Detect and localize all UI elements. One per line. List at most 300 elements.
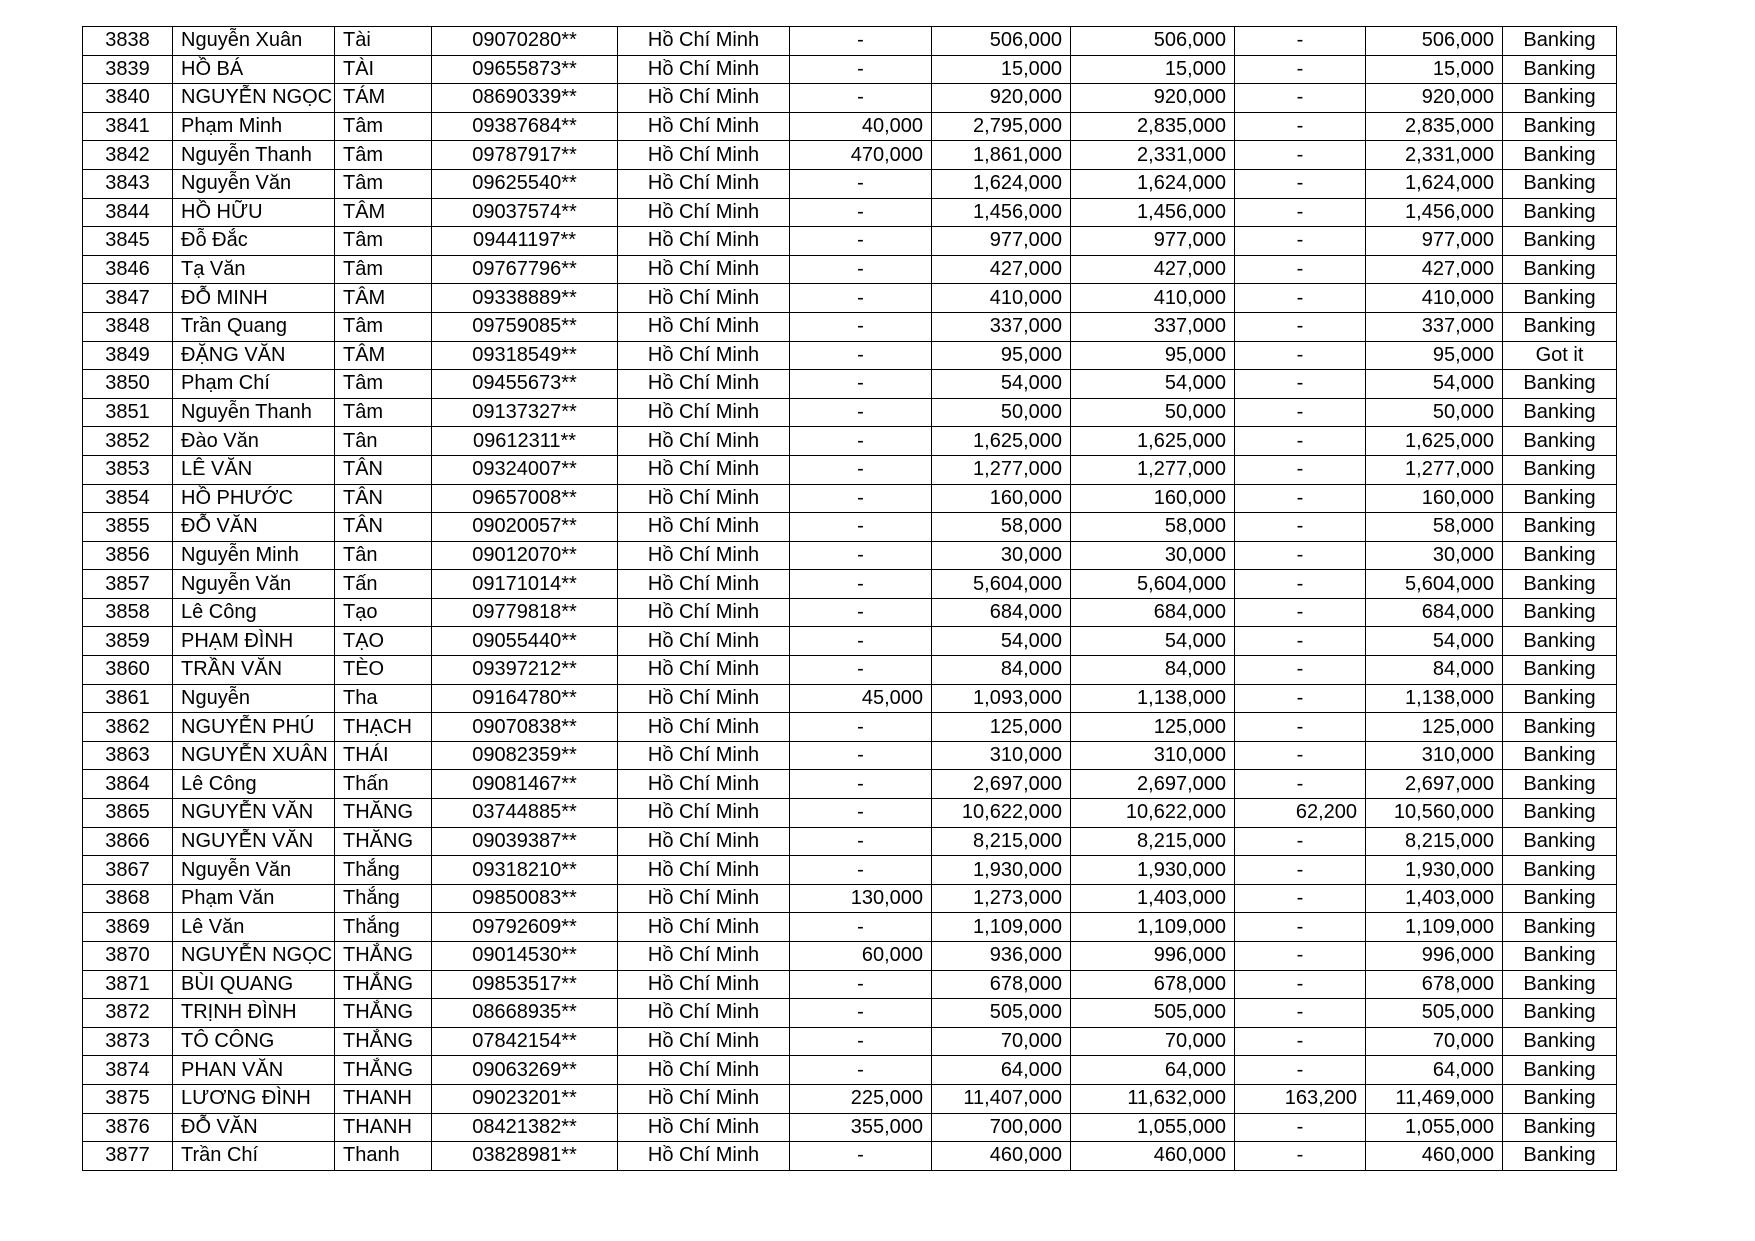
amount-1-cell: - bbox=[790, 398, 932, 427]
payment-table bbox=[82, 26, 1617, 1171]
phone-cell: 03744885** bbox=[432, 799, 618, 828]
amount-2-cell: 1,625,000 bbox=[932, 427, 1071, 456]
payment-method-cell: Banking bbox=[1503, 1084, 1617, 1113]
phone-cell: 09441197** bbox=[432, 227, 618, 256]
city-cell: Hồ Chí Minh bbox=[618, 312, 790, 341]
payment-method-cell: Banking bbox=[1503, 856, 1617, 885]
payment-method-cell: Banking bbox=[1503, 84, 1617, 113]
amount-2-cell: 678,000 bbox=[932, 970, 1071, 999]
row-number-cell: 3848 bbox=[83, 312, 173, 341]
amount-2-cell: 15,000 bbox=[932, 55, 1071, 84]
city-cell: Hồ Chí Minh bbox=[618, 1113, 790, 1142]
phone-cell: 09070838** bbox=[432, 713, 618, 742]
first-name-cell: TẠO bbox=[335, 627, 432, 656]
net-amount-cell: 1,277,000 bbox=[1366, 455, 1503, 484]
amount-1-cell: - bbox=[790, 1027, 932, 1056]
last-name-cell: TÔ CÔNG bbox=[173, 1027, 335, 1056]
amount-2-cell: 11,407,000 bbox=[932, 1084, 1071, 1113]
total-amount-cell: 10,622,000 bbox=[1071, 799, 1235, 828]
amount-1-cell: - bbox=[790, 1056, 932, 1085]
deduction-cell: - bbox=[1235, 341, 1366, 370]
amount-2-cell: 936,000 bbox=[932, 942, 1071, 971]
phone-cell: 03828981** bbox=[432, 1142, 618, 1171]
payment-method-cell: Banking bbox=[1503, 598, 1617, 627]
phone-cell: 08421382** bbox=[432, 1113, 618, 1142]
row-number-cell: 3841 bbox=[83, 112, 173, 141]
amount-1-cell: - bbox=[790, 627, 932, 656]
last-name-cell: ĐỖ VĂN bbox=[173, 1113, 335, 1142]
first-name-cell: THẮNG bbox=[335, 999, 432, 1028]
first-name-cell: THĂNG bbox=[335, 799, 432, 828]
deduction-cell: - bbox=[1235, 169, 1366, 198]
phone-cell: 09037574** bbox=[432, 198, 618, 227]
total-amount-cell: 505,000 bbox=[1071, 999, 1235, 1028]
last-name-cell: HỒ BÁ bbox=[173, 55, 335, 84]
deduction-cell: - bbox=[1235, 856, 1366, 885]
city-cell: Hồ Chí Minh bbox=[618, 284, 790, 313]
last-name-cell: Nguyễn Thanh bbox=[173, 398, 335, 427]
phone-cell: 09063269** bbox=[432, 1056, 618, 1085]
payment-method-cell: Banking bbox=[1503, 27, 1617, 56]
amount-2-cell: 54,000 bbox=[932, 627, 1071, 656]
amount-1-cell: - bbox=[790, 999, 932, 1028]
total-amount-cell: 64,000 bbox=[1071, 1056, 1235, 1085]
amount-2-cell: 2,697,000 bbox=[932, 770, 1071, 799]
payment-method-cell: Banking bbox=[1503, 942, 1617, 971]
phone-cell: 07842154** bbox=[432, 1027, 618, 1056]
city-cell: Hồ Chí Minh bbox=[618, 999, 790, 1028]
payment-method-cell: Banking bbox=[1503, 656, 1617, 685]
first-name-cell: TÈO bbox=[335, 656, 432, 685]
deduction-cell: - bbox=[1235, 684, 1366, 713]
amount-2-cell: 1,093,000 bbox=[932, 684, 1071, 713]
net-amount-cell: 10,560,000 bbox=[1366, 799, 1503, 828]
row-number-cell: 3854 bbox=[83, 484, 173, 513]
total-amount-cell: 1,138,000 bbox=[1071, 684, 1235, 713]
amount-2-cell: 1,109,000 bbox=[932, 913, 1071, 942]
row-number-cell: 3875 bbox=[83, 1084, 173, 1113]
net-amount-cell: 8,215,000 bbox=[1366, 827, 1503, 856]
deduction-cell: - bbox=[1235, 1056, 1366, 1085]
amount-2-cell: 427,000 bbox=[932, 255, 1071, 284]
amount-2-cell: 977,000 bbox=[932, 227, 1071, 256]
row-number-cell: 3863 bbox=[83, 741, 173, 770]
deduction-cell: - bbox=[1235, 227, 1366, 256]
payment-method-cell: Banking bbox=[1503, 541, 1617, 570]
city-cell: Hồ Chí Minh bbox=[618, 1056, 790, 1085]
city-cell: Hồ Chí Minh bbox=[618, 112, 790, 141]
payment-method-cell: Banking bbox=[1503, 970, 1617, 999]
last-name-cell: Phạm Minh bbox=[173, 112, 335, 141]
phone-cell: 09082359** bbox=[432, 741, 618, 770]
first-name-cell: TÂN bbox=[335, 484, 432, 513]
net-amount-cell: 70,000 bbox=[1366, 1027, 1503, 1056]
table-row bbox=[83, 112, 1617, 141]
table-row bbox=[83, 198, 1617, 227]
phone-cell: 09081467** bbox=[432, 770, 618, 799]
city-cell: Hồ Chí Minh bbox=[618, 341, 790, 370]
net-amount-cell: 410,000 bbox=[1366, 284, 1503, 313]
first-name-cell: THẮNG bbox=[335, 1027, 432, 1056]
amount-1-cell: - bbox=[790, 284, 932, 313]
city-cell: Hồ Chí Minh bbox=[618, 970, 790, 999]
payment-method-cell: Banking bbox=[1503, 513, 1617, 542]
payment-method-cell: Got it bbox=[1503, 341, 1617, 370]
city-cell: Hồ Chí Minh bbox=[618, 741, 790, 770]
amount-2-cell: 1,624,000 bbox=[932, 169, 1071, 198]
row-number-cell: 3849 bbox=[83, 341, 173, 370]
phone-cell: 09655873** bbox=[432, 55, 618, 84]
row-number-cell: 3855 bbox=[83, 513, 173, 542]
last-name-cell: Tạ Văn bbox=[173, 255, 335, 284]
net-amount-cell: 506,000 bbox=[1366, 27, 1503, 56]
row-number-cell: 3839 bbox=[83, 55, 173, 84]
payment-method-cell: Banking bbox=[1503, 455, 1617, 484]
payment-method-cell: Banking bbox=[1503, 684, 1617, 713]
city-cell: Hồ Chí Minh bbox=[618, 513, 790, 542]
last-name-cell: HỒ PHƯỚC bbox=[173, 484, 335, 513]
first-name-cell: THẮNG bbox=[335, 970, 432, 999]
table-row bbox=[83, 227, 1617, 256]
row-number-cell: 3840 bbox=[83, 84, 173, 113]
row-number-cell: 3861 bbox=[83, 684, 173, 713]
last-name-cell: Phạm Chí bbox=[173, 370, 335, 399]
amount-1-cell: - bbox=[790, 827, 932, 856]
total-amount-cell: 15,000 bbox=[1071, 55, 1235, 84]
deduction-cell: - bbox=[1235, 770, 1366, 799]
phone-cell: 09020057** bbox=[432, 513, 618, 542]
amount-1-cell: - bbox=[790, 55, 932, 84]
net-amount-cell: 1,403,000 bbox=[1366, 884, 1503, 913]
phone-cell: 09164780** bbox=[432, 684, 618, 713]
table-row bbox=[83, 55, 1617, 84]
net-amount-cell: 5,604,000 bbox=[1366, 570, 1503, 599]
row-number-cell: 3852 bbox=[83, 427, 173, 456]
table-row bbox=[83, 627, 1617, 656]
payment-method-cell: Banking bbox=[1503, 799, 1617, 828]
table-row bbox=[83, 141, 1617, 170]
payment-method-cell: Banking bbox=[1503, 884, 1617, 913]
first-name-cell: Tâm bbox=[335, 141, 432, 170]
table-row bbox=[83, 827, 1617, 856]
total-amount-cell: 1,456,000 bbox=[1071, 198, 1235, 227]
deduction-cell: - bbox=[1235, 427, 1366, 456]
net-amount-cell: 30,000 bbox=[1366, 541, 1503, 570]
amount-1-cell: - bbox=[790, 913, 932, 942]
last-name-cell: TRẦN VĂN bbox=[173, 656, 335, 685]
last-name-cell: ĐẶNG VĂN bbox=[173, 341, 335, 370]
payment-method-cell: Banking bbox=[1503, 741, 1617, 770]
row-number-cell: 3874 bbox=[83, 1056, 173, 1085]
phone-cell: 09318210** bbox=[432, 856, 618, 885]
city-cell: Hồ Chí Minh bbox=[618, 370, 790, 399]
city-cell: Hồ Chí Minh bbox=[618, 627, 790, 656]
first-name-cell: Tâm bbox=[335, 112, 432, 141]
city-cell: Hồ Chí Minh bbox=[618, 484, 790, 513]
last-name-cell: Trần Quang bbox=[173, 312, 335, 341]
net-amount-cell: 678,000 bbox=[1366, 970, 1503, 999]
row-number-cell: 3868 bbox=[83, 884, 173, 913]
city-cell: Hồ Chí Minh bbox=[618, 770, 790, 799]
amount-1-cell: - bbox=[790, 198, 932, 227]
phone-cell: 09792609** bbox=[432, 913, 618, 942]
amount-2-cell: 505,000 bbox=[932, 999, 1071, 1028]
last-name-cell: LÊ VĂN bbox=[173, 455, 335, 484]
total-amount-cell: 996,000 bbox=[1071, 942, 1235, 971]
net-amount-cell: 15,000 bbox=[1366, 55, 1503, 84]
city-cell: Hồ Chí Minh bbox=[618, 84, 790, 113]
row-number-cell: 3859 bbox=[83, 627, 173, 656]
phone-cell: 09012070** bbox=[432, 541, 618, 570]
row-number-cell: 3857 bbox=[83, 570, 173, 599]
city-cell: Hồ Chí Minh bbox=[618, 827, 790, 856]
last-name-cell: Lê Công bbox=[173, 770, 335, 799]
city-cell: Hồ Chí Minh bbox=[618, 27, 790, 56]
last-name-cell: Lê Văn bbox=[173, 913, 335, 942]
total-amount-cell: 70,000 bbox=[1071, 1027, 1235, 1056]
city-cell: Hồ Chí Minh bbox=[618, 856, 790, 885]
net-amount-cell: 1,624,000 bbox=[1366, 169, 1503, 198]
city-cell: Hồ Chí Minh bbox=[618, 427, 790, 456]
net-amount-cell: 2,697,000 bbox=[1366, 770, 1503, 799]
deduction-cell: - bbox=[1235, 1113, 1366, 1142]
phone-cell: 09387684** bbox=[432, 112, 618, 141]
payment-method-cell: Banking bbox=[1503, 227, 1617, 256]
first-name-cell: TÂM bbox=[335, 284, 432, 313]
deduction-cell: - bbox=[1235, 513, 1366, 542]
amount-1-cell: - bbox=[790, 312, 932, 341]
last-name-cell: TRỊNH ĐÌNH bbox=[173, 999, 335, 1028]
total-amount-cell: 2,331,000 bbox=[1071, 141, 1235, 170]
amount-1-cell: - bbox=[790, 1142, 932, 1171]
last-name-cell: Nguyễn Minh bbox=[173, 541, 335, 570]
net-amount-cell: 1,456,000 bbox=[1366, 198, 1503, 227]
deduction-cell: - bbox=[1235, 484, 1366, 513]
table-row bbox=[83, 169, 1617, 198]
deduction-cell: - bbox=[1235, 627, 1366, 656]
total-amount-cell: 125,000 bbox=[1071, 713, 1235, 742]
first-name-cell: Tài bbox=[335, 27, 432, 56]
total-amount-cell: 920,000 bbox=[1071, 84, 1235, 113]
phone-cell: 08690339** bbox=[432, 84, 618, 113]
total-amount-cell: 160,000 bbox=[1071, 484, 1235, 513]
city-cell: Hồ Chí Minh bbox=[618, 169, 790, 198]
net-amount-cell: 1,138,000 bbox=[1366, 684, 1503, 713]
first-name-cell: TÀI bbox=[335, 55, 432, 84]
total-amount-cell: 684,000 bbox=[1071, 598, 1235, 627]
payment-method-cell: Banking bbox=[1503, 570, 1617, 599]
net-amount-cell: 95,000 bbox=[1366, 341, 1503, 370]
payment-method-cell: Banking bbox=[1503, 55, 1617, 84]
table-row bbox=[83, 255, 1617, 284]
net-amount-cell: 54,000 bbox=[1366, 370, 1503, 399]
amount-2-cell: 64,000 bbox=[932, 1056, 1071, 1085]
city-cell: Hồ Chí Minh bbox=[618, 55, 790, 84]
amount-2-cell: 8,215,000 bbox=[932, 827, 1071, 856]
total-amount-cell: 54,000 bbox=[1071, 370, 1235, 399]
amount-1-cell: 45,000 bbox=[790, 684, 932, 713]
payment-method-cell: Banking bbox=[1503, 713, 1617, 742]
table-row bbox=[83, 84, 1617, 113]
amount-2-cell: 54,000 bbox=[932, 370, 1071, 399]
city-cell: Hồ Chí Minh bbox=[618, 942, 790, 971]
net-amount-cell: 920,000 bbox=[1366, 84, 1503, 113]
total-amount-cell: 30,000 bbox=[1071, 541, 1235, 570]
first-name-cell: THẮNG bbox=[335, 942, 432, 971]
amount-2-cell: 700,000 bbox=[932, 1113, 1071, 1142]
first-name-cell: Thắng bbox=[335, 884, 432, 913]
amount-1-cell: - bbox=[790, 513, 932, 542]
row-number-cell: 3866 bbox=[83, 827, 173, 856]
city-cell: Hồ Chí Minh bbox=[618, 398, 790, 427]
amount-2-cell: 920,000 bbox=[932, 84, 1071, 113]
total-amount-cell: 1,055,000 bbox=[1071, 1113, 1235, 1142]
table-row bbox=[83, 884, 1617, 913]
total-amount-cell: 977,000 bbox=[1071, 227, 1235, 256]
payment-method-cell: Banking bbox=[1503, 112, 1617, 141]
last-name-cell: Trần Chí bbox=[173, 1142, 335, 1171]
total-amount-cell: 2,697,000 bbox=[1071, 770, 1235, 799]
net-amount-cell: 684,000 bbox=[1366, 598, 1503, 627]
net-amount-cell: 427,000 bbox=[1366, 255, 1503, 284]
amount-1-cell: - bbox=[790, 455, 932, 484]
net-amount-cell: 1,625,000 bbox=[1366, 427, 1503, 456]
net-amount-cell: 2,835,000 bbox=[1366, 112, 1503, 141]
row-number-cell: 3872 bbox=[83, 999, 173, 1028]
total-amount-cell: 1,624,000 bbox=[1071, 169, 1235, 198]
amount-1-cell: - bbox=[790, 541, 932, 570]
total-amount-cell: 1,277,000 bbox=[1071, 455, 1235, 484]
amount-1-cell: - bbox=[790, 741, 932, 770]
first-name-cell: THANH bbox=[335, 1113, 432, 1142]
amount-1-cell: - bbox=[790, 856, 932, 885]
deduction-cell: - bbox=[1235, 570, 1366, 599]
payment-method-cell: Banking bbox=[1503, 1142, 1617, 1171]
city-cell: Hồ Chí Minh bbox=[618, 884, 790, 913]
amount-2-cell: 95,000 bbox=[932, 341, 1071, 370]
table-row bbox=[83, 856, 1617, 885]
last-name-cell: ĐỖ VĂN bbox=[173, 513, 335, 542]
table-row bbox=[83, 312, 1617, 341]
table-row bbox=[83, 970, 1617, 999]
last-name-cell: HỒ HỮU bbox=[173, 198, 335, 227]
amount-1-cell: - bbox=[790, 169, 932, 198]
city-cell: Hồ Chí Minh bbox=[618, 198, 790, 227]
first-name-cell: TÁM bbox=[335, 84, 432, 113]
net-amount-cell: 1,055,000 bbox=[1366, 1113, 1503, 1142]
payment-method-cell: Banking bbox=[1503, 255, 1617, 284]
total-amount-cell: 1,109,000 bbox=[1071, 913, 1235, 942]
deduction-cell: - bbox=[1235, 656, 1366, 685]
deduction-cell: - bbox=[1235, 455, 1366, 484]
row-number-cell: 3876 bbox=[83, 1113, 173, 1142]
last-name-cell: Nguyễn Văn bbox=[173, 169, 335, 198]
table-row bbox=[83, 370, 1617, 399]
last-name-cell: NGUYỄN NGỌC bbox=[173, 84, 335, 113]
last-name-cell: Phạm Văn bbox=[173, 884, 335, 913]
first-name-cell: TÂN bbox=[335, 455, 432, 484]
phone-cell: 09779818** bbox=[432, 598, 618, 627]
table-row bbox=[83, 284, 1617, 313]
table-row bbox=[83, 913, 1617, 942]
row-number-cell: 3845 bbox=[83, 227, 173, 256]
last-name-cell: NGUYỄN PHÚ bbox=[173, 713, 335, 742]
table-row bbox=[83, 513, 1617, 542]
deduction-cell: - bbox=[1235, 27, 1366, 56]
table-row bbox=[83, 999, 1617, 1028]
deduction-cell: - bbox=[1235, 84, 1366, 113]
table-row bbox=[83, 656, 1617, 685]
row-number-cell: 3846 bbox=[83, 255, 173, 284]
row-number-cell: 3853 bbox=[83, 455, 173, 484]
last-name-cell: BÙI QUANG bbox=[173, 970, 335, 999]
last-name-cell: Nguyễn bbox=[173, 684, 335, 713]
amount-1-cell: 355,000 bbox=[790, 1113, 932, 1142]
city-cell: Hồ Chí Minh bbox=[618, 913, 790, 942]
amount-1-cell: - bbox=[790, 27, 932, 56]
table-row bbox=[83, 398, 1617, 427]
row-number-cell: 3856 bbox=[83, 541, 173, 570]
deduction-cell: - bbox=[1235, 198, 1366, 227]
net-amount-cell: 160,000 bbox=[1366, 484, 1503, 513]
total-amount-cell: 337,000 bbox=[1071, 312, 1235, 341]
amount-1-cell: - bbox=[790, 484, 932, 513]
city-cell: Hồ Chí Minh bbox=[618, 1084, 790, 1113]
last-name-cell: Nguyễn Thanh bbox=[173, 141, 335, 170]
amount-2-cell: 1,456,000 bbox=[932, 198, 1071, 227]
deduction-cell: - bbox=[1235, 1142, 1366, 1171]
total-amount-cell: 427,000 bbox=[1071, 255, 1235, 284]
table-row bbox=[83, 1084, 1617, 1113]
payment-method-cell: Banking bbox=[1503, 370, 1617, 399]
row-number-cell: 3864 bbox=[83, 770, 173, 799]
total-amount-cell: 310,000 bbox=[1071, 741, 1235, 770]
deduction-cell: - bbox=[1235, 713, 1366, 742]
deduction-cell: - bbox=[1235, 1027, 1366, 1056]
net-amount-cell: 310,000 bbox=[1366, 741, 1503, 770]
city-cell: Hồ Chí Minh bbox=[618, 141, 790, 170]
net-amount-cell: 11,469,000 bbox=[1366, 1084, 1503, 1113]
last-name-cell: Đào Văn bbox=[173, 427, 335, 456]
last-name-cell: NGUYỄN NGỌC bbox=[173, 942, 335, 971]
row-number-cell: 3862 bbox=[83, 713, 173, 742]
payment-method-cell: Banking bbox=[1503, 999, 1617, 1028]
first-name-cell: THÁI bbox=[335, 741, 432, 770]
table-row bbox=[83, 341, 1617, 370]
amount-1-cell: - bbox=[790, 770, 932, 799]
phone-cell: 09055440** bbox=[432, 627, 618, 656]
net-amount-cell: 1,930,000 bbox=[1366, 856, 1503, 885]
payment-method-cell: Banking bbox=[1503, 427, 1617, 456]
payment-method-cell: Banking bbox=[1503, 1113, 1617, 1142]
city-cell: Hồ Chí Minh bbox=[618, 455, 790, 484]
first-name-cell: Tâm bbox=[335, 398, 432, 427]
payment-method-cell: Banking bbox=[1503, 1027, 1617, 1056]
last-name-cell: Nguyễn Văn bbox=[173, 856, 335, 885]
net-amount-cell: 337,000 bbox=[1366, 312, 1503, 341]
row-number-cell: 3870 bbox=[83, 942, 173, 971]
city-cell: Hồ Chí Minh bbox=[618, 227, 790, 256]
amount-1-cell: - bbox=[790, 970, 932, 999]
amount-1-cell: - bbox=[790, 84, 932, 113]
amount-1-cell: - bbox=[790, 255, 932, 284]
amount-1-cell: - bbox=[790, 570, 932, 599]
phone-cell: 09318549** bbox=[432, 341, 618, 370]
deduction-cell: - bbox=[1235, 541, 1366, 570]
first-name-cell: Thanh bbox=[335, 1142, 432, 1171]
payment-method-cell: Banking bbox=[1503, 312, 1617, 341]
amount-1-cell: 40,000 bbox=[790, 112, 932, 141]
